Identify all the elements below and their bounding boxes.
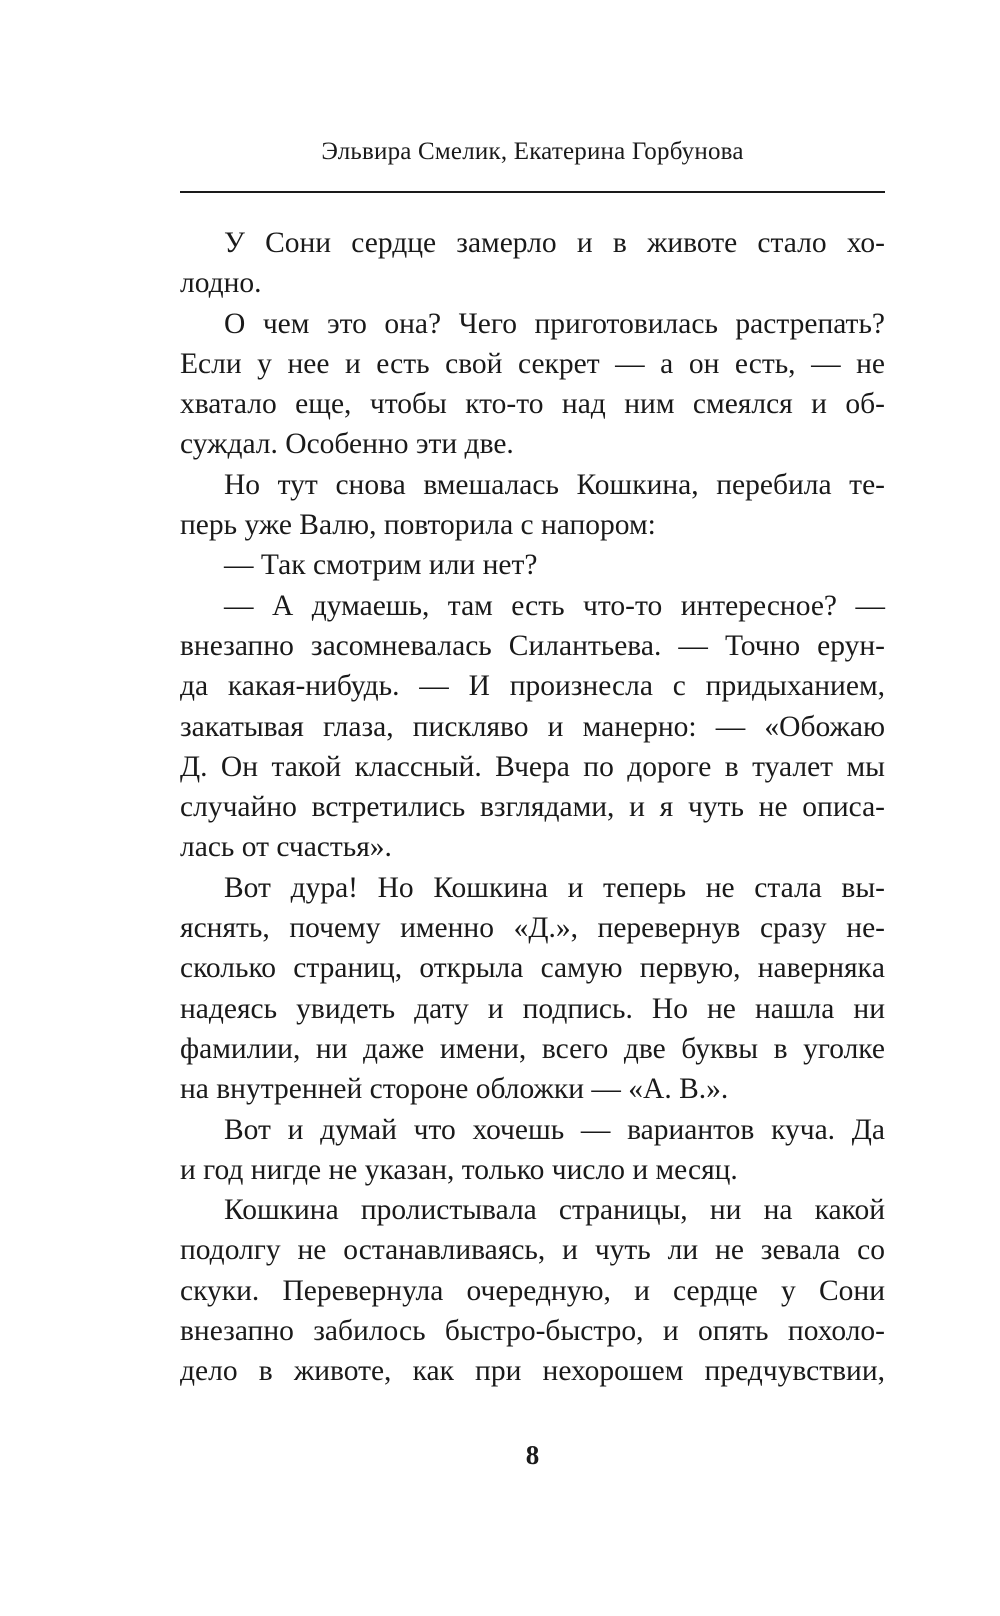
text-line: внезапно засомневалась Силантьева. — Точно ерун- — [180, 629, 885, 662]
text-line: Кошкина пролистывала страницы, ни на какой — [224, 1194, 885, 1227]
page-number: 8 — [525, 1440, 540, 1470]
text-line: Если у нее и есть свой секрет — а он есть, — не — [180, 347, 885, 380]
text-line: Д. Он такой классный. Вчера по дороге в туалет мы — [180, 750, 885, 783]
text-line: скуки. Перевернула очередную, и сердце у Сони — [180, 1274, 885, 1307]
text-line: хватало еще, чтобы кто-то над ним смеялся и об- — [180, 388, 885, 421]
text-line: суждал. Особенно эти две. — [180, 428, 514, 461]
text-line: перь уже Валю, повторила с напором: — [180, 509, 656, 542]
text-line: лась от счастья». — [180, 831, 392, 864]
text-line: лодно. — [180, 267, 262, 300]
text-line: О чем это она? Чего приготовилась растрепать? — [224, 307, 885, 340]
text-line: дело в животе, как при нехорошем предчувствии, — [180, 1355, 885, 1388]
text-line: подолгу не останавливаясь, и чуть ли не зевала со — [180, 1234, 885, 1267]
running-header: Эльвира Смелик, Екатерина Горбунова — [321, 138, 744, 165]
text-line: сколько страниц, открыла самую первую, навернякa — [180, 952, 885, 985]
text-line: — Так смотрим или нет? — [224, 549, 538, 582]
text-line: да какая-нибудь. — И произнесла с придыханием, — [180, 670, 885, 703]
text-line: на внутренней стороне обложки — «А. В.». — [180, 1073, 729, 1106]
body-text — [180, 223, 885, 1392]
text-line: случайно встретились взглядами, и я чуть не описа- — [180, 791, 885, 824]
text-line: внезапно забилось быстро-быстро, и опять похоло- — [180, 1315, 885, 1348]
text-line: и год нигде не указан, только число и месяц. — [180, 1153, 738, 1186]
text-line: надеясь увидеть дату и подпись. Но не нашла ни — [180, 992, 885, 1025]
text-line: — А думаешь, там есть что-то интересное? — — [224, 589, 885, 622]
text-line: яснять, почему именно «Д.», перевернув сразу не- — [180, 912, 885, 945]
text-line: закатывая глаза, пискляво и манерно: — «Обожаю — [180, 710, 885, 743]
text-line: Но тут снова вмешалась Кошкина, перебила те- — [224, 468, 885, 501]
text-line: Вот и думай что хочешь — вариантов куча. Да — [224, 1113, 885, 1146]
text-line: фамилии, ни даже имени, всего две буквы в уголке — [180, 1032, 885, 1065]
text-line: У Сони сердце замерло и в животе стало хо- — [224, 227, 885, 259]
header-rule — [180, 191, 885, 193]
text-line: Вот дура! Но Кошкина и теперь не стала вы- — [224, 871, 885, 904]
